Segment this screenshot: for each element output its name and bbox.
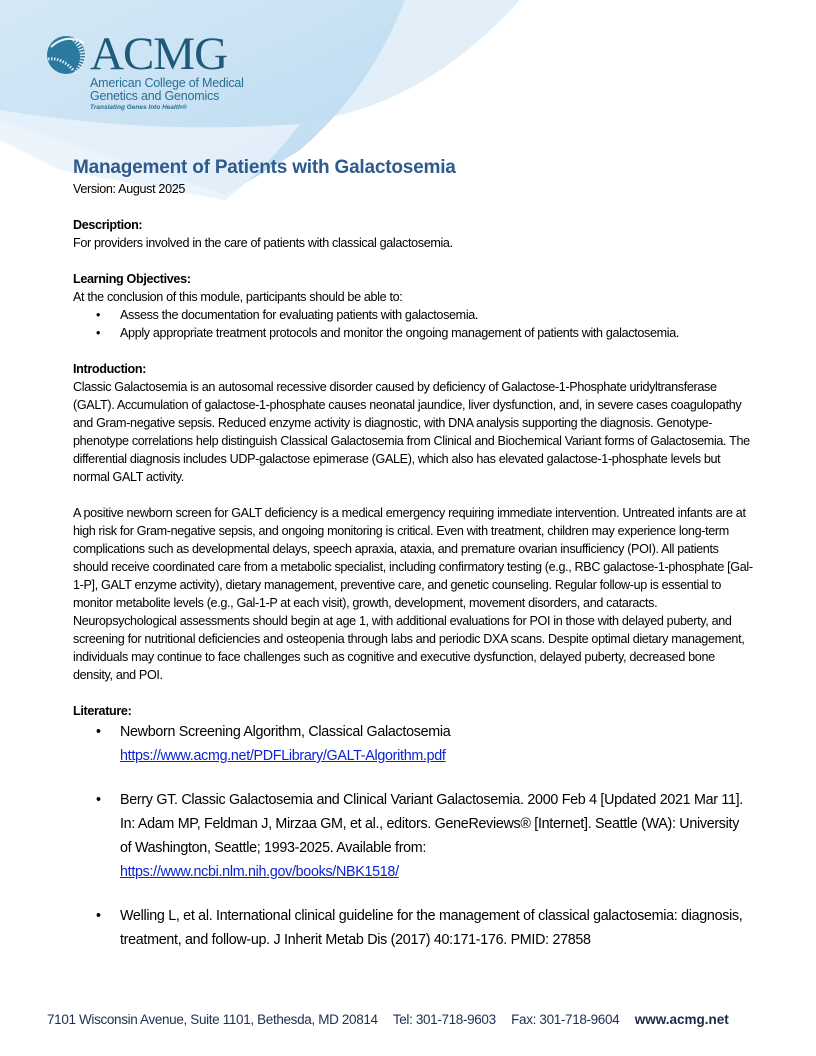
objective-item: • Apply appropriate treatment protocols and monitor the ongoing management of patients with galactosemia. (96, 326, 680, 340)
bullet-icon: • (96, 308, 101, 322)
literature-link[interactable]: https://www.ncbi.nlm.nih.gov/books/NBK1518/ (120, 864, 399, 880)
objectives-intro: At the conclusion of this module, participants should be able to: (73, 290, 403, 304)
literature-item (73, 788, 753, 884)
page-footer (47, 1012, 777, 1027)
introduction-paragraph: A positive newborn screen for GALT deficiency is a medical emergency requiring immediate intervention. Untreated infants are at high risk for Gram-negative sepsis, and ongoing monitoring is critical. Even with treatment, children may experience long-term complications such as developmental delays, speech apraxia, ataxia, and premature ovarian insufficiency (POI). All patients should receive coordinated care from a metabolic specialist, including confirmatory testing (e.g., RBC galactose-1-phosphate [Gal-1-P], GALT enzyme activity), dietary management, preventive care, and genetic counseling. Regular follow-up is essential to monitor metabolite levels (e.g., Gal-1-P at each visit), growth, development, movement disorders, and cataracts. Neuropsychological assessments should begin at age 1, with additional evaluations for POI in those with delayed puberty, and screening for nutritional deficiencies and osteopenia through labs and periodic DXA scans. Despite optimal dietary management, individuals may continue to face challenges such as cognitive and executive dysfunction, delayed puberty, decreased bone density, and POI. (73, 506, 753, 682)
footer-fax: Fax: 301-718-9604 (511, 1012, 620, 1027)
literature-heading: Literature: (73, 704, 132, 718)
footer-tel: Tel: 301-718-9603 (392, 1012, 496, 1027)
literature-citation: Berry GT. Classic Galactosemia and Clinical Variant Galactosemia. 2000 Feb 4 [Updated 2021 Mar 11]. In: Adam MP, Feldman J, Mirzaa GM, et al., editors. GeneReviews® [Internet]. Seattle (WA): University of Washington, Seattle; 1993-2025. Available from: (120, 792, 743, 856)
introduction-heading: Introduction: (73, 362, 147, 376)
literature-citation: Welling L, et al. International clinical guideline for the management of classical galactosemia: diagnosis, treatment, and follow-up. J Inherit Metab Dis (2017) 40:171-176. PMID: 27858 (120, 908, 743, 948)
objectives-list (73, 306, 753, 342)
footer-website[interactable]: www.acmg.net (634, 1012, 729, 1027)
literature-item (73, 720, 753, 768)
bullet-icon: • (96, 792, 101, 808)
literature-citation: Newborn Screening Algorithm, Classical Galactosemia (120, 724, 451, 740)
bullet-icon: • (96, 724, 101, 740)
footer-address: 7101 Wisconsin Avenue, Suite 1101, Bethesda, MD 20814 (47, 1012, 378, 1027)
document-version: Version: August 2025 (73, 182, 186, 196)
logo-org-name-line1: American College of Medical (90, 76, 244, 90)
document-body (73, 156, 753, 952)
logo-acronym: ACMG (90, 28, 228, 80)
bullet-icon: • (96, 908, 101, 924)
description-heading: Description: (73, 218, 143, 232)
bullet-icon: • (96, 326, 101, 340)
description-text: For providers involved in the care of patients with classical galactosemia. (73, 236, 453, 250)
dna-globe-icon (46, 33, 90, 77)
logo-tagline: Translating Genes Into Health® (90, 104, 187, 111)
objective-item: • Assess the documentation for evaluating patients with galactosemia. (96, 308, 479, 322)
objectives-heading: Learning Objectives: (73, 272, 191, 286)
literature-link[interactable]: https://www.acmg.net/PDFLibrary/GALT-Algorithm.pdf (120, 748, 446, 764)
logo-org-name-line2: Genetics and Genomics (90, 89, 220, 103)
literature-item (73, 904, 753, 952)
document-title: Management of Patients with Galactosemia (73, 157, 456, 178)
literature-list (73, 720, 753, 952)
introduction-paragraph: Classic Galactosemia is an autosomal recessive disorder caused by deficiency of Galactose-1-Phosphate uridyltransferase (GALT). Accumulation of galactose-1-phosphate causes neonatal jaundice, liver dysfunction, and, in severe cases coagulopathy and Gram-negative sepsis. Reduced enzyme activity is diagnostic, with DNA analysis supporting the diagnosis. Genotype-phenotype correlations help distinguish Classical Galactosemia from Clinical and Biochemical Variant forms of Galactosemia. The differential diagnosis includes UDP-galactose epimerase (GALE), which also has elevated galactose-1-phosphate levels but normal GALT activity. (73, 380, 750, 484)
